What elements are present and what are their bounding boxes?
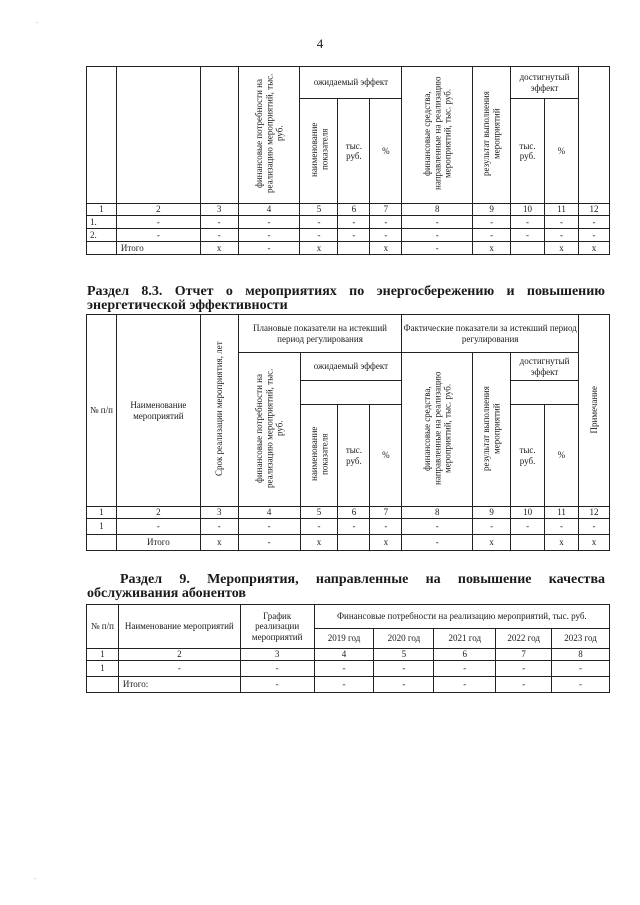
thousand-rub-header: тыс. руб. xyxy=(338,405,370,507)
achieved-effect-header: достигнутый эффект xyxy=(511,353,579,381)
service-quality-table xyxy=(86,604,610,693)
funds-directed-header: финансовые средства, направленные на реализацию мероприятий, тыс. руб. xyxy=(402,67,473,204)
column-number-row: 1 2 3 4 5 6 7 8 9 10 11 12 xyxy=(87,204,610,216)
planned-header: Плановые показатели на истекший период регулирования xyxy=(238,315,402,353)
financial-needs-header: финансовые потребности на реализацию мероприятий, тыс. руб. xyxy=(238,353,300,507)
indicator-name-header: наименование показателя xyxy=(300,99,338,204)
expected-effect-header: ожидаемый эффект xyxy=(300,67,402,99)
year-header: 2021 год xyxy=(434,629,496,649)
table-row: 2. - - - - - - - - - - - xyxy=(87,229,610,242)
energy-saving-table xyxy=(86,314,610,551)
achieved-effect-header: достигнутый эффект xyxy=(511,67,579,99)
name-header: Наименование мероприятий xyxy=(118,605,240,649)
term-header: Срок реализации мероприятия, лет xyxy=(200,315,238,507)
section-8-3-heading-cont: энергетической эффективности xyxy=(87,298,288,313)
scan-dot: . xyxy=(34,872,36,881)
number-header: № п/п xyxy=(87,315,117,507)
year-header: 2020 год xyxy=(374,629,434,649)
total-row: Итого х - х х - х х х xyxy=(87,242,610,255)
schedule-header: График реализации мероприятий xyxy=(240,605,314,649)
table-row: 1. - - - - - - - - - - - xyxy=(87,216,610,229)
financial-needs-header: финансовые потребности на реализацию мероприятий, тыс. руб. xyxy=(238,67,300,204)
table-continuation xyxy=(86,66,610,255)
result-header: результат выполнения мероприятий xyxy=(473,67,511,204)
number-header: № п/п xyxy=(87,605,119,649)
column-number-row: 1 2 3 4 5 6 7 8 xyxy=(87,649,610,661)
thousand-rub-header: тыс. руб. xyxy=(338,99,370,204)
percent-header: % xyxy=(545,99,579,204)
column-number-row: 1 2 3 4 5 6 7 8 9 10 11 12 xyxy=(87,507,610,519)
total-row: Итого х - х х - х х х xyxy=(87,535,610,551)
year-header: 2023 год xyxy=(552,629,610,649)
section-8-3-heading: Раздел 8.3. Отчет о мероприятиях по энергосбережению и повышению xyxy=(87,284,605,299)
scan-dot: . xyxy=(36,16,38,25)
page-number: 4 xyxy=(316,36,324,51)
percent-header: % xyxy=(370,405,402,507)
section-9-heading-cont: обслуживания абонентов xyxy=(87,586,246,601)
note-header: Примечание xyxy=(579,315,610,507)
financial-needs-header: Финансовые потребности на реализацию мероприятий, тыс. руб. xyxy=(314,605,609,629)
expected-effect-header: ожидаемый эффект xyxy=(300,353,402,381)
name-header: Наименование мероприятий xyxy=(116,315,200,507)
indicator-name-header: наименование показателя xyxy=(300,405,338,507)
table-row: 1 - - - - - - - xyxy=(87,661,610,677)
year-header: 2022 год xyxy=(496,629,552,649)
section-9-heading: Раздел 9. Мероприятия, направленные на повышение качества xyxy=(120,572,605,587)
thousand-rub-header: тыс. руб. xyxy=(511,99,545,204)
table-row: 1 - - - - - - - - - - - xyxy=(87,519,610,535)
actual-header: Фактические показатели за истекший период регулирования xyxy=(402,315,579,353)
result-header: результат выполнения мероприятий xyxy=(473,353,511,507)
percent-header: % xyxy=(370,99,402,204)
percent-header: % xyxy=(545,405,579,507)
funds-directed-header: финансовые средства, направленные на реализацию мероприятий, тыс. руб. xyxy=(402,353,473,507)
total-row: Итого: - - - - - - xyxy=(87,677,610,693)
year-header: 2019 год xyxy=(314,629,374,649)
thousand-rub-header: тыс. руб. xyxy=(511,405,545,507)
